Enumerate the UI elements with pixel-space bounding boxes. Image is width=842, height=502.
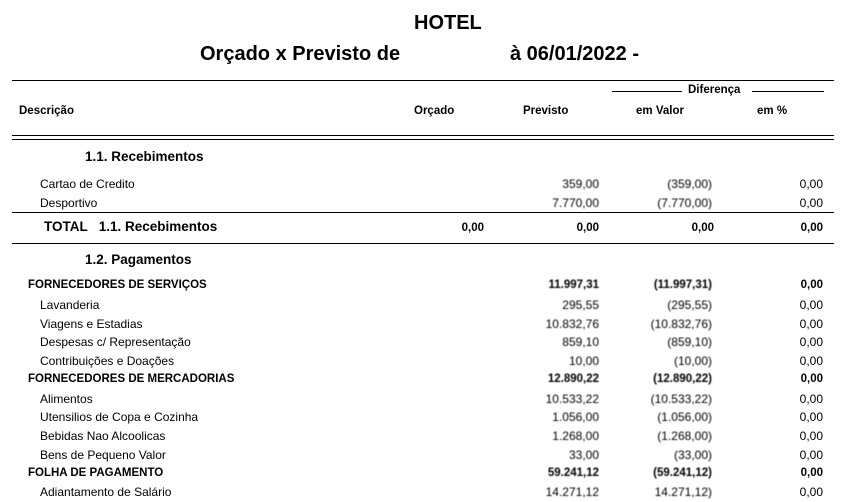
row-em-pct: 0,00 — [799, 354, 823, 368]
header-em-valor: em Valor — [636, 105, 684, 117]
row-previsto: 14.271,12 — [545, 485, 599, 499]
row-em-valor: (33,00) — [673, 448, 712, 462]
row-em-pct: 0,00 — [800, 467, 823, 479]
row-previsto: 359,00 — [562, 177, 599, 191]
row-em-pct: 0,00 — [799, 298, 823, 312]
report-subtitle-right: à 06/01/2022 - — [510, 43, 639, 65]
row-em-valor: (1.268,00) — [657, 429, 712, 443]
row-previsto: 1.268,00 — [552, 429, 599, 443]
total-em-valor: 0,00 — [691, 222, 714, 234]
header-diferenca: Diferença — [688, 84, 741, 96]
total-previsto: 0,00 — [576, 222, 599, 234]
header-descricao: Descrição — [19, 105, 74, 117]
row-previsto: 859,10 — [562, 335, 599, 349]
diferenca-rule-right — [752, 91, 824, 92]
row-em-pct: 0,00 — [799, 448, 823, 462]
row-em-pct: 0,00 — [799, 392, 823, 406]
row-previsto: 33,00 — [568, 448, 599, 462]
section-recebimentos-title: 1.1. Recebimentos — [85, 149, 204, 164]
row-label: Desportivo — [40, 196, 98, 210]
group-label: FOLHA DE PAGAMENTO — [28, 467, 164, 479]
row-label: Bens de Pequeno Valor — [40, 448, 166, 462]
row-label: Cartao de Credito — [40, 177, 135, 191]
row-em-valor: (11.997,31) — [653, 279, 712, 291]
row-previsto: 10,00 — [568, 354, 599, 368]
row-em-pct: 0,00 — [799, 196, 823, 210]
header-previsto: Previsto — [523, 105, 569, 117]
header-bottom-rule-2 — [12, 139, 834, 140]
row-label: Utensilios de Copa e Cozinha — [40, 410, 199, 424]
row-previsto: 10.832,76 — [545, 317, 599, 331]
row-previsto: 7.770,00 — [552, 196, 599, 210]
group-label: FORNECEDORES DE MERCADORIAS — [28, 373, 235, 385]
header-orcado: Orçado — [414, 105, 455, 117]
row-em-valor: (12.890,22) — [653, 373, 712, 385]
report-subtitle-left: Orçado x Previsto de — [200, 43, 401, 65]
header-bottom-rule-1 — [12, 135, 834, 136]
row-previsto: 1.056,00 — [552, 410, 599, 424]
header-em-pct: em % — [757, 105, 788, 117]
row-em-valor: (859,10) — [667, 335, 712, 349]
row-em-valor: (10.832,76) — [650, 317, 712, 331]
section-pagamentos-title: 1.2. Pagamentos — [85, 252, 192, 267]
row-label: Alimentos — [40, 392, 93, 406]
row-em-valor: (1.056,00) — [657, 410, 712, 424]
total-recebimentos-label: TOTAL 1.1. Recebimentos — [44, 219, 218, 234]
row-previsto: 12.890,22 — [547, 373, 599, 385]
row-em-pct: 0,00 — [799, 429, 823, 443]
row-em-pct: 0,00 — [800, 279, 823, 291]
diferenca-rule-left — [612, 91, 682, 92]
total-em-pct: 0,00 — [800, 222, 823, 234]
row-label: Lavanderia — [40, 298, 100, 312]
total-bottom-rule — [12, 243, 834, 244]
row-previsto: 10.533,22 — [545, 392, 599, 406]
row-label: Viagens e Estadias — [40, 317, 143, 331]
total-top-rule — [12, 212, 834, 213]
row-em-pct: 0,00 — [799, 317, 823, 331]
row-em-valor: (10.533,22) — [650, 392, 712, 406]
total-orcado: 0,00 — [461, 222, 484, 234]
row-em-pct: 0,00 — [799, 335, 823, 349]
row-previsto: 295,55 — [562, 298, 599, 312]
group-label: FORNECEDORES DE SERVIÇOS — [28, 279, 207, 291]
row-em-pct: 0,00 — [800, 373, 823, 385]
row-em-pct: 0,00 — [799, 485, 823, 499]
row-previsto: 11.997,31 — [548, 279, 599, 291]
row-em-valor: (10,00) — [673, 354, 712, 368]
row-label: Despesas c/ Representação — [40, 335, 191, 349]
row-em-pct: 0,00 — [799, 177, 823, 191]
header-top-rule — [12, 80, 834, 81]
row-label: Bebidas Nao Alcoolicas — [40, 429, 166, 443]
row-em-valor: (59.241,12) — [653, 467, 712, 479]
row-em-valor: (359,00) — [667, 177, 712, 191]
row-label: Adiantamento de Salário — [40, 485, 172, 499]
row-em-pct: 0,00 — [799, 410, 823, 424]
report-title: HOTEL — [414, 12, 482, 34]
row-em-valor: (7.770,00) — [657, 196, 712, 210]
row-label: Contribuições e Doações — [40, 354, 175, 368]
row-previsto: 59.241,12 — [547, 467, 599, 479]
row-em-valor: (295,55) — [667, 298, 712, 312]
row-em-valor: 14.271,12) — [654, 485, 712, 499]
